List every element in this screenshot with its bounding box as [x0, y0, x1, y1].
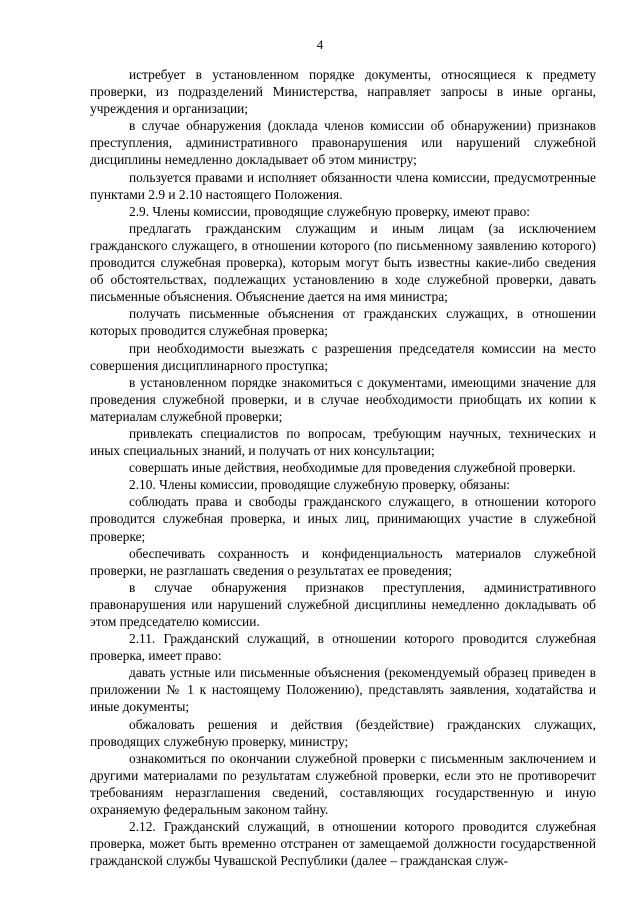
section-2-9-heading: 2.9. Члены комиссии, проводящие служебную проверку, имеют право: [129, 203, 530, 219]
page-number: 4 [316, 37, 324, 52]
paragraph: в установленном порядке знакомиться с документами, имеющими значение для проведения служебной проверки, и в случае необходимости приобщать их копии к материалам служебной проверки; [90, 374, 596, 424]
paragraph: соблюдать права и свободы гражданского служащего, в отношении которого проводится служебная проверка, и иных лиц, принимающих участие в служебной проверке; [90, 494, 596, 544]
paragraph: ознакомиться по окончании служебной проверки с письменным заключением и другими материалами по результатам служебной проверки, если это не противоречит требованиям неразглашения сведений, составляющих государственную и иную охраняемую федеральным законом тайну. [90, 750, 596, 818]
paragraph: предлагать гражданским служащим и иным лицам (за исключением гражданского служащего, в отношении которого (по письменному заявлению которого) проводится служебная проверка), которым могут быть известны какие-либо сведения об обстоятельствах, подлежащих установлению в ходе служебной проверки, давать письменные объяснения. Объяснение дается на имя министра; [90, 220, 596, 305]
paragraph: обжаловать решения и действия (бездействие) гражданских служащих, проводящих служебную проверку, министру; [90, 716, 596, 749]
paragraph: в случае обнаружения признаков преступления, административного правонарушения или нарушений служебной дисциплины немедленно докладывать об этом председателю комиссии. [90, 579, 596, 629]
paragraph: привлекать специалистов по вопросам, требующим научных, технических и иных специальных знаний, и получать от них консультации; [90, 425, 596, 459]
paragraph: получать письменные объяснения от гражданских служащих, в отношении которых проводится служебная проверка; [90, 306, 596, 339]
section-2-11-heading: 2.11. Гражданский служащий, в отношении которого проводится служебная проверка, имеет право: [90, 631, 596, 664]
document-body [90, 66, 596, 869]
paragraph: давать устные или письменные объяснения (рекомендуемый образец приведен в приложении № 1 к настоящему Положению), представлять заявления, ходатайства и иные документы; [90, 665, 596, 715]
section-2-10-heading: 2.10. Члены комиссии, проводящие служебную проверку, обязаны: [129, 477, 511, 493]
paragraph: при необходимости выезжать с разрешения председателя комиссии на место совершения дисциплинарного проступка; [90, 340, 596, 373]
paragraph: истребует в установленном порядке документы, относящиеся к предмету проверки, из подразделений Министерства, направляет запросы в иные органы, учреждения и организации; [90, 67, 596, 117]
paragraph: обеспечивать сохранность и конфиденциальность материалов служебной проверки, не разглашать сведения о результатах ее проведения; [90, 545, 596, 578]
paragraph: в случае обнаружения (доклада членов комиссии об обнаружении) признаков преступления, административного правонарушения или нарушений служебной дисциплины немедленно докладывает об этом министру; [90, 118, 596, 168]
paragraph: совершать иные действия, необходимые для проведения служебной проверки. [129, 460, 576, 476]
section-2-12-paragraph: 2.12. Гражданский служащий, в отношении которого проводится служебная проверка, может быть временно отстранен от замещаемой должности государственной гражданской службы Чувашской Республики (далее – гражданская служ- [90, 819, 596, 869]
paragraph: пользуется правами и исполняет обязанности члена комиссии, предусмотренные пунктами 2.9 и 2.10 настоящего Положения. [90, 169, 596, 202]
